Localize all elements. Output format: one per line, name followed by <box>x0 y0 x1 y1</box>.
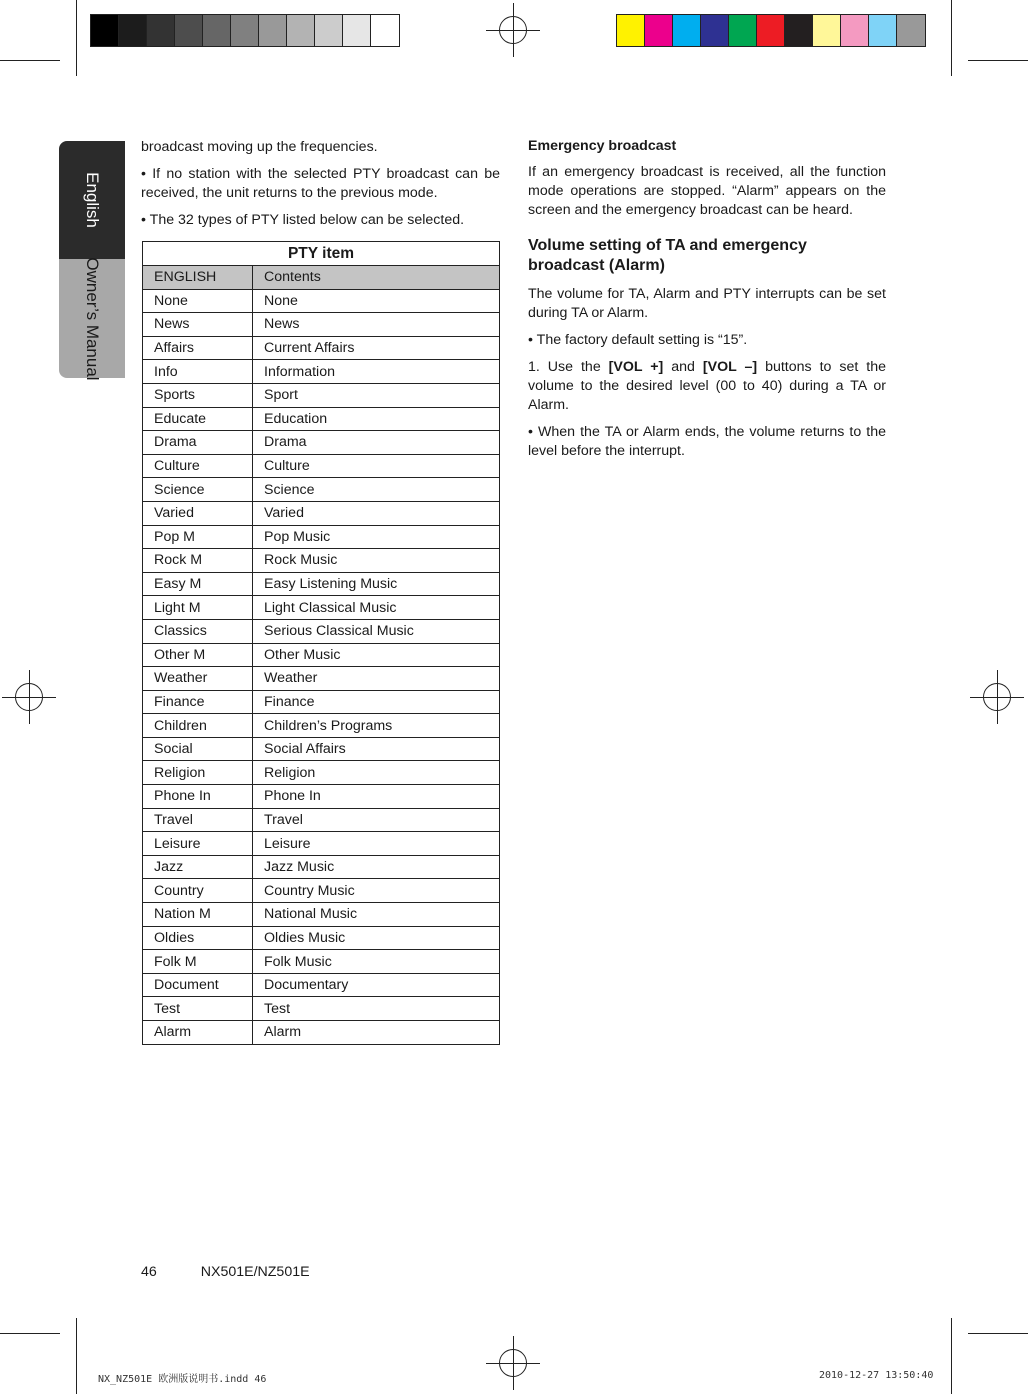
table-row <box>143 879 500 903</box>
table-row <box>143 596 500 620</box>
color-swatch-bar <box>616 14 926 47</box>
color-swatch <box>343 15 371 46</box>
paragraph: • The factory default setting is “15”. <box>528 332 748 348</box>
pty-code-cell: Country <box>143 879 253 903</box>
pty-content-cell: Oldies Music <box>253 926 500 950</box>
page-footer <box>141 1264 350 1280</box>
pty-code-cell: Affairs <box>143 336 253 360</box>
pty-code-cell: Sports <box>143 383 253 407</box>
pty-code-cell: Science <box>143 478 253 502</box>
pty-code-cell: Classics <box>143 619 253 643</box>
language-tab-label: English <box>83 172 102 228</box>
paragraph: • If no station with the selected PTY broadcast can be received, the unit returns to the previous mode. <box>141 166 500 201</box>
pty-table <box>142 241 500 1045</box>
table-row <box>143 478 500 502</box>
color-swatch <box>147 15 175 46</box>
paragraph: If an emergency broadcast is received, all the function mode operations are stopped. “Alarm” appears on the screen and the emergency broadcast can be heard. <box>528 164 886 218</box>
slug-file: NX_NZ501E 欧洲版说明书.indd 46 <box>98 1374 267 1385</box>
crop-mark <box>0 60 60 61</box>
table-row <box>143 572 500 596</box>
table-row <box>143 336 500 360</box>
table-row <box>143 832 500 856</box>
table-row <box>143 737 500 761</box>
pty-code-cell: None <box>143 289 253 313</box>
pty-code-cell: Educate <box>143 407 253 431</box>
table-row <box>143 643 500 667</box>
pty-table-body <box>143 289 500 1044</box>
vol-up-button-label: [VOL +] <box>608 359 664 375</box>
table-row <box>143 690 500 714</box>
pty-content-cell: Test <box>253 997 500 1021</box>
registration-mark <box>970 670 1024 724</box>
table-row <box>143 525 500 549</box>
pty-code-cell: Religion <box>143 761 253 785</box>
pty-code-cell: Jazz <box>143 855 253 879</box>
registration-mark <box>486 1336 540 1390</box>
column-header: ENGLISH <box>143 266 253 290</box>
pty-content-cell: Documentary <box>253 973 500 997</box>
manual-tab-label: Owner’s Manual <box>83 256 102 381</box>
color-swatch <box>757 15 785 46</box>
pty-content-cell: Light Classical Music <box>253 596 500 620</box>
pty-code-cell: Culture <box>143 454 253 478</box>
language-tab <box>59 141 125 259</box>
table-row <box>143 313 500 337</box>
crop-mark <box>76 1318 77 1394</box>
pty-code-cell: Finance <box>143 690 253 714</box>
pty-code-cell: Easy M <box>143 572 253 596</box>
pty-code-cell: Document <box>143 973 253 997</box>
color-swatch <box>645 15 673 46</box>
pty-content-cell: Information <box>253 360 500 384</box>
right-column <box>528 138 886 469</box>
pty-table-title: PTY item <box>143 242 500 266</box>
pty-content-cell: Leisure <box>253 832 500 856</box>
text-run: and <box>663 359 703 375</box>
color-swatch <box>287 15 315 46</box>
color-swatch <box>203 15 231 46</box>
color-swatch <box>701 15 729 46</box>
color-swatch <box>175 15 203 46</box>
paragraph: The volume for TA, Alarm and PTY interrupts can be set during TA or Alarm. <box>528 286 886 321</box>
table-row <box>143 761 500 785</box>
pty-code-cell: Nation M <box>143 903 253 927</box>
table-row <box>143 454 500 478</box>
pty-content-cell: Travel <box>253 808 500 832</box>
slug-timestamp: 2010-12-27 13:50:40 <box>819 1370 934 1381</box>
color-swatch <box>869 15 897 46</box>
paragraph: • When the TA or Alarm ends, the volume returns to the level before the interrupt. <box>528 424 886 459</box>
pty-code-cell: Travel <box>143 808 253 832</box>
table-row <box>143 289 500 313</box>
table-row <box>143 997 500 1021</box>
pty-content-cell: Alarm <box>253 1021 500 1045</box>
pty-code-cell: Other M <box>143 643 253 667</box>
pty-code-cell: Light M <box>143 596 253 620</box>
table-row <box>143 903 500 927</box>
table-row <box>143 1021 500 1045</box>
table-row <box>143 383 500 407</box>
text-run: 1. Use the <box>528 359 609 375</box>
pty-code-cell: Info <box>143 360 253 384</box>
pty-content-cell: None <box>253 289 500 313</box>
color-swatch <box>729 15 757 46</box>
pty-content-cell: Folk Music <box>253 950 500 974</box>
vol-down-button-label: [VOL –] <box>702 359 758 375</box>
registration-mark <box>2 670 56 724</box>
pty-content-cell: Science <box>253 478 500 502</box>
pty-content-cell: Finance <box>253 690 500 714</box>
column-header: Contents <box>253 266 500 290</box>
pty-code-cell: Social <box>143 737 253 761</box>
color-swatch <box>259 15 287 46</box>
pty-content-cell: Phone In <box>253 785 500 809</box>
pty-content-cell: Rock Music <box>253 549 500 573</box>
color-swatch <box>673 15 701 46</box>
crop-mark <box>968 1333 1028 1334</box>
color-swatch <box>813 15 841 46</box>
pty-code-cell: Pop M <box>143 525 253 549</box>
model-name: NX501E/NZ501E <box>200 1264 310 1280</box>
pty-content-cell: Easy Listening Music <box>253 572 500 596</box>
section-heading: Volume setting of TA and emergency broadcast (Alarm) <box>528 237 807 274</box>
pty-content-cell: Religion <box>253 761 500 785</box>
pty-content-cell: Sport <box>253 383 500 407</box>
pty-code-cell: Oldies <box>143 926 253 950</box>
color-swatch <box>119 15 147 46</box>
table-row <box>143 973 500 997</box>
registration-mark <box>486 3 540 57</box>
paragraph: broadcast moving up the frequencies. <box>141 139 378 155</box>
color-swatch <box>841 15 869 46</box>
crop-mark <box>76 0 77 76</box>
gray-swatch-bar <box>90 14 400 47</box>
table-row <box>143 667 500 691</box>
color-swatch <box>785 15 813 46</box>
pty-content-cell: Other Music <box>253 643 500 667</box>
crop-mark <box>951 1318 952 1394</box>
color-swatch <box>91 15 119 46</box>
table-row <box>143 549 500 573</box>
pty-code-cell: Weather <box>143 667 253 691</box>
pty-code-cell: Test <box>143 997 253 1021</box>
text-run: buttons to set the volume to the desired level (00 to 40) during a TA or Alarm. <box>528 359 886 413</box>
paragraph: • The 32 types of PTY listed below can be selected. <box>141 212 465 228</box>
pty-code-cell: Phone In <box>143 785 253 809</box>
pty-code-cell: News <box>143 313 253 337</box>
pty-content-cell: Varied <box>253 501 500 525</box>
pty-content-cell: Children’s Programs <box>253 714 500 738</box>
table-row <box>143 619 500 643</box>
crop-mark <box>0 1333 60 1334</box>
pty-content-cell: Social Affairs <box>253 737 500 761</box>
pty-code-cell: Drama <box>143 431 253 455</box>
pty-content-cell: Culture <box>253 454 500 478</box>
table-row <box>143 501 500 525</box>
color-swatch <box>617 15 645 46</box>
pty-content-cell: News <box>253 313 500 337</box>
table-row <box>143 714 500 738</box>
paragraph <box>528 358 886 415</box>
color-swatch <box>897 15 925 46</box>
pty-content-cell: Current Affairs <box>253 336 500 360</box>
crop-mark <box>968 60 1028 61</box>
pty-content-cell: Pop Music <box>253 525 500 549</box>
table-row <box>143 785 500 809</box>
pty-code-cell: Folk M <box>143 950 253 974</box>
left-column <box>141 138 500 238</box>
table-row <box>143 431 500 455</box>
pty-code-cell: Varied <box>143 501 253 525</box>
table-row <box>143 855 500 879</box>
pty-code-cell: Leisure <box>143 832 253 856</box>
table-row <box>143 407 500 431</box>
pty-content-cell: National Music <box>253 903 500 927</box>
pty-content-cell: Country Music <box>253 879 500 903</box>
color-swatch <box>371 15 399 46</box>
pty-content-cell: Drama <box>253 431 500 455</box>
table-row <box>143 950 500 974</box>
pty-content-cell: Serious Classical Music <box>253 619 500 643</box>
pty-code-cell: Children <box>143 714 253 738</box>
pty-code-cell: Alarm <box>143 1021 253 1045</box>
manual-tab <box>59 256 125 381</box>
page-number: 46 <box>141 1264 157 1280</box>
pty-content-cell: Jazz Music <box>253 855 500 879</box>
crop-mark <box>951 0 952 76</box>
color-swatch <box>231 15 259 46</box>
table-row <box>143 926 500 950</box>
table-row <box>143 360 500 384</box>
pty-code-cell: Rock M <box>143 549 253 573</box>
table-row <box>143 808 500 832</box>
color-swatch <box>315 15 343 46</box>
emergency-heading: Emergency broadcast <box>528 138 677 154</box>
pty-content-cell: Education <box>253 407 500 431</box>
pty-content-cell: Weather <box>253 667 500 691</box>
